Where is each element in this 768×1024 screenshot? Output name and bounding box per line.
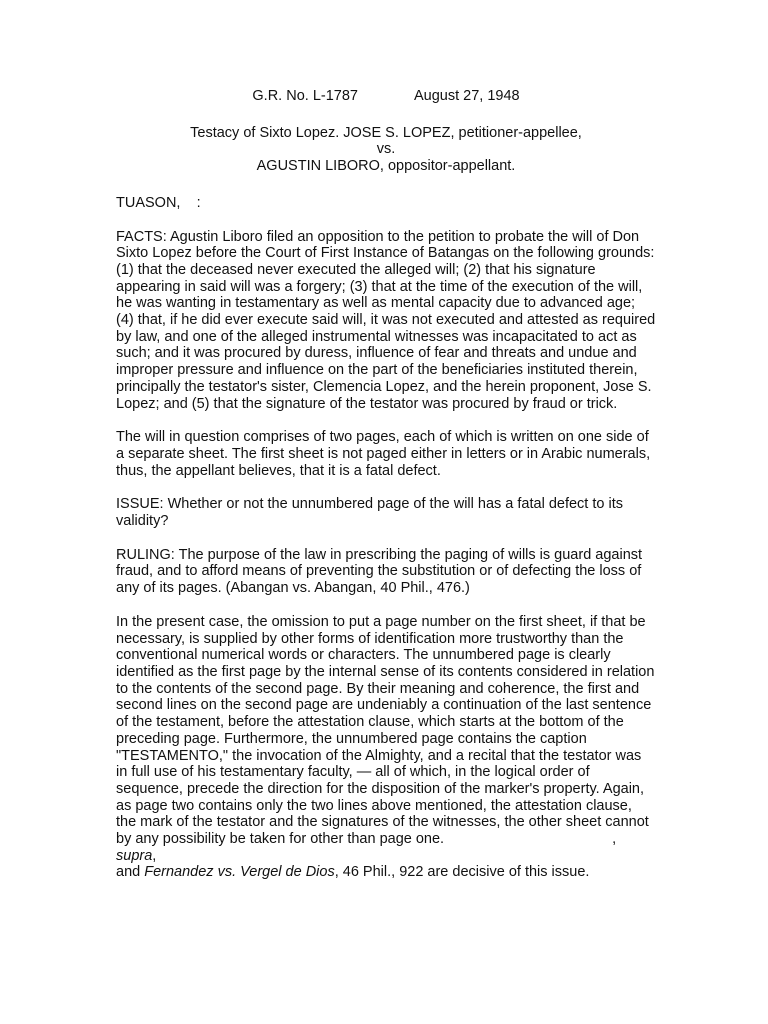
present-case-paragraph <box>116 614 656 881</box>
case-caption <box>116 125 656 175</box>
caption-oppositor: AGUSTIN LIBORO, oppositor-appellant. <box>256 158 516 175</box>
case-header <box>116 88 656 105</box>
comma-text: , <box>612 831 617 848</box>
will-description-paragraph: The will in question comprises of two pages, each of which is written on one side of a separate sheet. The first sheet is not paged either in letters or in Arabic numerals, thus, the appellant believes, that it is a fatal defect. <box>116 429 651 479</box>
caption-petitioner: Testacy of Sixto Lopez. JOSE S. LOPEZ, petitioner-appellee, <box>190 124 582 141</box>
citation-end: , 46 Phil., 922 are decisive of this issue. <box>334 864 590 881</box>
supra-comma: , <box>152 847 157 864</box>
decision-date: August 27, 1948 <box>413 88 520 104</box>
citation-case-name: Fernandez vs. Vergel de Dios <box>144 864 335 881</box>
ruling-paragraph: RULING: The purpose of the law in prescribing the paging of wills is guard against fraud, and to afford means of preventing the substitution or of defecting the loss of any of its pages. (Abangan vs. Abangan, 40 Phil., 476.) <box>116 546 643 597</box>
case-number: G.R. No. L-1787 <box>252 88 358 104</box>
supra-text: supra <box>116 847 153 864</box>
document-page <box>116 88 656 898</box>
ponente: TUASON, : <box>116 194 201 211</box>
facts-paragraph: FACTS: Agustin Liboro filed an opposition to the petition to probate the will of Don Sixto Lopez before the Court of First Instance of Batangas on the following grounds: (1) that the deceased never executed the alleged will; (2) that his signature appearing in said will was a forgery; (3) that at the time of the execution of the will, he was wanting in testamentary as well as mental capacity due to advanced age; (4) that, if he did ever execute said will, it was not executed and attested as required by law, and one of the alleged instrumental witnesses was incapacitated to act as such; and it was procured by duress, influence of fear and threats and undue and improper pressure and influence on the part of the beneficiaries instituted therein, principally the testator's sister, Clemencia Lopez, and the herein proponent, Jose S. Lopez; and (5) that the signature of the testator was procured by fraud or trick. <box>116 228 656 412</box>
issue-paragraph: ISSUE: Whether or not the unnumbered page of the will has a fatal defect to its validity? <box>116 496 623 530</box>
and-text: and <box>116 864 145 881</box>
present-case-text: In the present case, the omission to put a page number on the first sheet, if that be necessary, is supplied by other forms of identification more trustworthy than the conventional numerical words or characters. The unnumbered page is clearly identified as the first page by the internal sense of its contents considered in relation to the contents of the second page. By their meaning and coherence, the first and second lines on the second page are undeniably a continuation of the last sentence of the testament, before the attestation clause, which starts at the bottom of the preceding page. Furthermore, the unnumbered page contains the caption "TESTAMENTO," the invocation of the Almighty, and a recital that the testator was in full use of his testamentary faculty, — all of which, in the logical order of sequence, precede the direction for the disposition of the marker's property. Again, as page two contains only the two lines above mentioned, the attestation clause, the mark of the testator and the signatures of the witnesses, the other sheet cannot by any possibility be taken for other than page one. <box>116 613 655 848</box>
caption-versus: vs. <box>376 141 396 158</box>
